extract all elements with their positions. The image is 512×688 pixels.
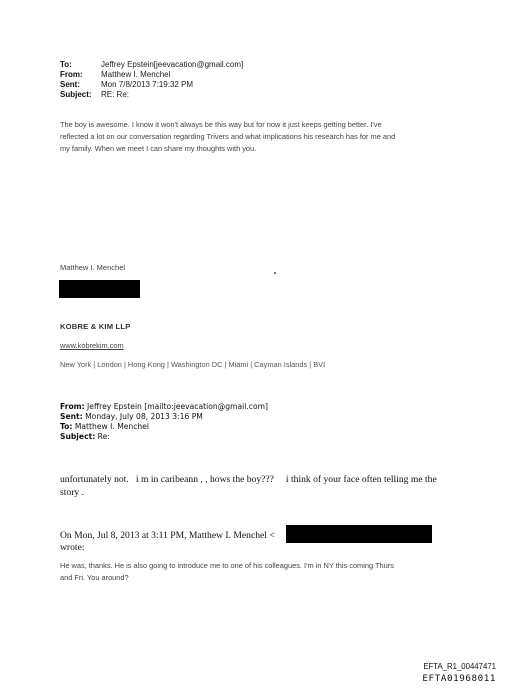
fwd-subject-value: Re: [95, 432, 110, 441]
signature-name: Matthew I. Menchel [60, 263, 126, 272]
reply-line-1: The boy is awesome. I know it won't always be this way but for now it just keeps getting better. I've [60, 120, 382, 129]
epstein-line-2: story . [60, 487, 84, 498]
office-locations: New York | London | Hong Kong | Washington DC | Miami | Cayman Islands | BVI [60, 360, 326, 369]
to-value: Jeffrey Epstein[jeevacation@gmail.com] [101, 60, 244, 69]
sent-value: Mon 7/8/2013 7:19:32 PM [101, 80, 194, 89]
fwd-from-value: Jeffrey Epstein [mailto:jeevacation@gmail.com] [84, 402, 268, 411]
fwd-from-label: From: [60, 402, 85, 411]
firm-name: KOBRE & KIM LLP [60, 322, 131, 331]
quoted-line-2: and Fri. You around? [60, 573, 129, 582]
epstein-line-1: unfortunately not. i m in caribeann , , hows the boy??? i think of your face often telling me the [60, 474, 437, 485]
reply-line-3: my family. When we meet I can share my thoughts with you. [60, 144, 257, 153]
to-label: To: [60, 60, 72, 69]
stray-dot [274, 272, 276, 274]
fwd-subject-row [60, 432, 110, 442]
fwd-subject-label: Subject: [60, 432, 96, 441]
from-label: From: [60, 70, 83, 79]
from-value: Matthew I. Menchel [101, 70, 171, 79]
fwd-to-value: Matthew I. Menchel [72, 422, 149, 431]
fwd-sent-label: Sent: [60, 412, 83, 421]
quoted-line-1: He was, thanks. He is also going to introduce me to one of his colleagues. I'm in NY this coming Thurs [60, 561, 394, 570]
fwd-to-label: To: [60, 422, 73, 431]
reply-line-2: reflected a lot on our conversation regarding Trivers and what implications his research has for me and [60, 132, 396, 141]
subject-label: Subject: [60, 90, 92, 99]
redaction-box [286, 525, 432, 543]
firm-website-link[interactable]: www.kobrekim.com [60, 341, 124, 350]
redaction-box [59, 280, 140, 298]
fwd-sent-row [60, 412, 203, 422]
quoted-intro-line-2: wrote: [60, 542, 85, 553]
subject-value: RE: Re: [101, 90, 130, 99]
sent-label: Sent: [60, 80, 80, 89]
bates-number-2: EFTA01968011 [422, 673, 496, 684]
bates-number-1: EFTA_R1_00447471 [423, 662, 496, 671]
quoted-intro-line-1: On Mon, Jul 8, 2013 at 3:11 PM, Matthew I. Menchel < [60, 530, 275, 541]
fwd-sent-value: Monday, July 08, 2013 3:16 PM [82, 412, 203, 421]
fwd-to-row [60, 422, 149, 432]
fwd-from-row [60, 402, 268, 412]
